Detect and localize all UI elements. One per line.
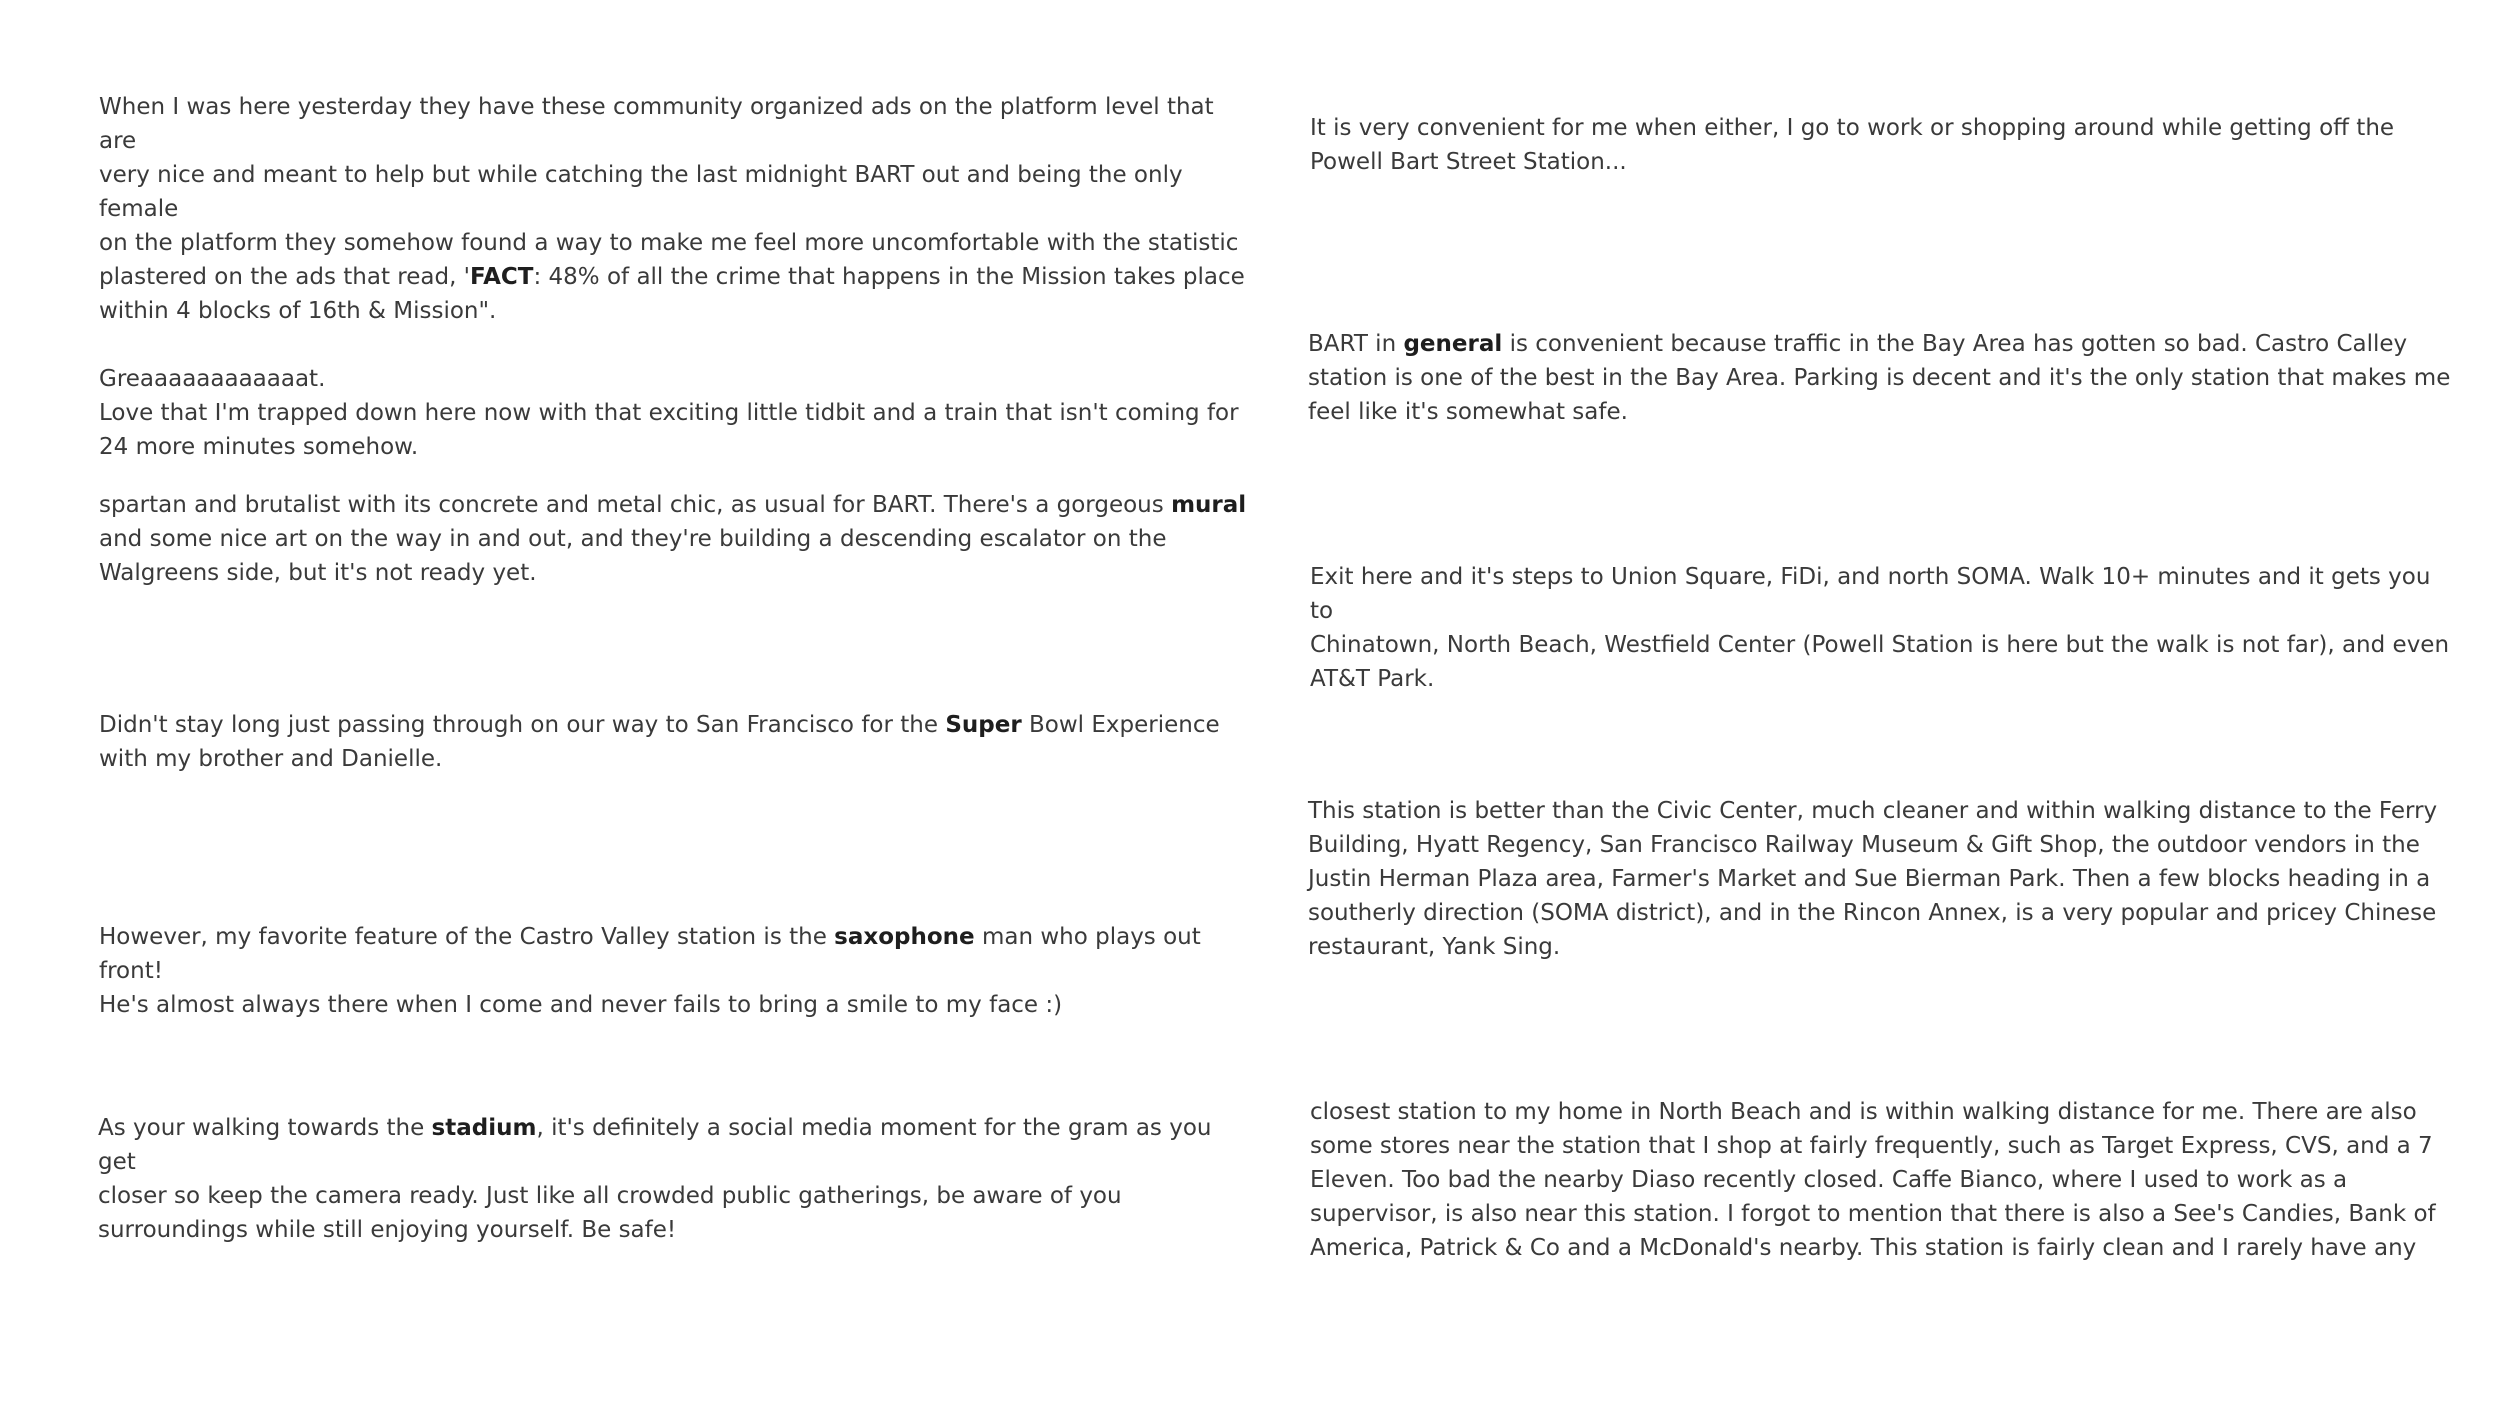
review-1-keyword: FACT <box>470 264 534 290</box>
review-5-text: As your walking towards the <box>98 1115 432 1141</box>
review-snippet-10 <box>1310 1095 2460 1265</box>
review-4-keyword: saxophone <box>834 924 975 950</box>
review-snippet-2 <box>99 488 1249 590</box>
review-snippet-9 <box>1308 794 2458 964</box>
review-8-text: Exit here and it's steps to Union Square, FiDi, and north SOMA. Walk 10+ minutes and it gets you to Chinatown, North Beach, Westfield Center (Powell Station is here but the walk is not far), and even AT&T Park. <box>1310 564 2450 692</box>
review-7-text-end: is convenient because traffic in the Bay Area has gotten so bad. Castro Calley station is one of the best in the Bay Area. Parking is decent and it's the only station that makes me feel like it's somewhat safe. <box>1308 331 2451 425</box>
review-2-text-end: and some nice art on the way in and out, and they're building a descending escalator on the Walgreens side, but it's not ready yet. <box>99 526 1167 586</box>
review-snippet-4 <box>99 920 1269 1022</box>
review-snippet-5 <box>98 1111 1248 1247</box>
review-snippet-3 <box>99 708 1249 776</box>
review-9-text: This station is better than the Civic Center, much cleaner and within walking distance to the Ferry Building, Hyatt Regency, San Francisco Railway Museum & Gift Shop, the outdoor vendors in the Justin Herman Plaza area, Farmer's Market and Sue Bierman Park. Then a few blocks heading in a southerly direction (SOMA district), and in the Rincon Annex, is a very popular and pricey Chinese restaurant, Yank Sing. <box>1308 798 2438 960</box>
review-7-text: BART in <box>1308 331 1404 357</box>
review-3-keyword: Super <box>945 712 1022 738</box>
review-1-text: When I was here yesterday they have these community organized ads on the platform level that are very nice and meant to help but while catching the last midnight BART out and being the only female on the platform they somehow found a way to make me feel more uncomfortable with the statistic plastered on the ads that read, ' <box>99 94 1239 290</box>
review-3-text-end: Bowl Experience with my brother and Danielle. <box>99 712 1220 772</box>
review-4-text: However, my favorite feature of the Castro Valley station is the <box>99 924 835 950</box>
review-snippet-8 <box>1310 560 2460 696</box>
review-7-keyword: general <box>1403 331 1503 357</box>
review-10-text: closest station to my home in North Beach and is within walking distance for me. There are also some stores near the station that I shop at fairly frequently, such as Target Express, CVS, and a 7 Eleven. Too bad the nearby Diaso recently closed. Caffe Bianco, where I used to work as a supervisor, is also near this station. I forgot to mention that there is also a See's Candies, Bank of America, Patrick & Co and a McDonald's nearby. This station is fairly clean and I rarely have any <box>1310 1099 2436 1261</box>
review-5-keyword: stadium <box>431 1115 537 1141</box>
review-4-text-end: man who plays out front! He's almost always there when I come and never fails to bring a smile to my face :) <box>99 924 1201 1018</box>
review-snippet-7 <box>1308 327 2458 429</box>
review-3-text: Didn't stay long just passing through on our way to San Francisco for the <box>99 712 946 738</box>
review-snippet-1 <box>99 90 1249 464</box>
review-5-text-end: , it's definitely a social media moment for the gram as you get closer so keep the camera ready. Just like all crowded public gatherings, be aware of you surroundings while still enjoying yourself. Be safe! <box>98 1115 1212 1243</box>
review-1-text-end: : 48% of all the crime that happens in the Mission takes place within 4 blocks of 16th & Mission". Greaaaaaaaaaaaat. Love that I'm trapped down here now with that exciting little tidbit and a train that isn't coming for 24 more minutes somehow. <box>99 264 1245 460</box>
review-snippet-6 <box>1310 111 2460 179</box>
review-2-keyword: mural <box>1171 492 1247 518</box>
review-6-text: It is very convenient for me when either, I go to work or shopping around while getting off the Powell Bart Street Station... <box>1310 115 2395 175</box>
review-2-text: spartan and brutalist with its concrete and metal chic, as usual for BART. There's a gorgeous <box>99 492 1172 518</box>
